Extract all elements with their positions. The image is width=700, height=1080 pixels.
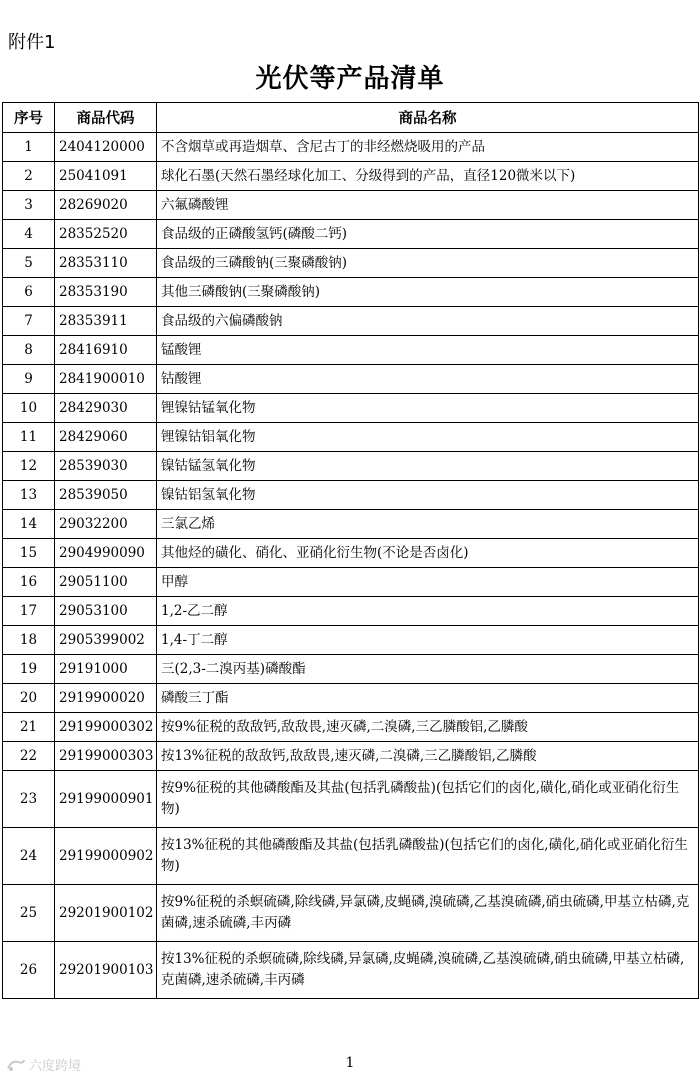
table-row [3,278,699,307]
table-row [3,713,699,742]
table-row [3,220,699,249]
cell-no: 18 [3,626,55,655]
cell-code: 29199000302 [55,713,157,742]
table-row [3,133,699,162]
watermark-logo-icon [6,1058,26,1072]
cell-code: 28352520 [55,220,157,249]
table-row [3,742,699,771]
table-row [3,307,699,336]
header-code: 商品代码 [55,103,157,133]
cell-no: 1 [3,133,55,162]
cell-name: 其他烃的磺化、硝化、亚硝化衍生物(不论是否卤化) [157,539,699,568]
table-row [3,539,699,568]
cell-code: 28429030 [55,394,157,423]
cell-code: 28539050 [55,481,157,510]
cell-name: 六氟磷酸锂 [157,191,699,220]
cell-no: 13 [3,481,55,510]
cell-name: 食品级的三磷酸钠(三聚磷酸钠) [157,249,699,278]
table-row [3,423,699,452]
cell-code: 2919900020 [55,684,157,713]
cell-name: 按13%征税的杀螟硫磷,除线磷,异氯磷,皮蝇磷,溴硫磷,乙基溴硫磷,硝虫硫磷,甲基立枯磷,克菌磷,速杀硫磷,丰丙磷 [157,942,699,999]
cell-name: 镍钴锰氢氧化物 [157,452,699,481]
table-header-row [3,103,699,133]
cell-code: 2905399002 [55,626,157,655]
cell-code: 2841900010 [55,365,157,394]
cell-name: 1,2-乙二醇 [157,597,699,626]
table-row [3,481,699,510]
watermark-text: 六度跨境 [29,1059,82,1074]
cell-name: 镍钴铝氢氧化物 [157,481,699,510]
cell-name: 磷酸三丁酯 [157,684,699,713]
cell-code: 2404120000 [55,133,157,162]
cell-no: 6 [3,278,55,307]
cell-name: 锰酸锂 [157,336,699,365]
table-row [3,394,699,423]
cell-no: 15 [3,539,55,568]
cell-name: 锂镍钴铝氧化物 [157,423,699,452]
header-name: 商品名称 [157,103,699,133]
cell-name: 按9%征税的杀螟硫磷,除线磷,异氯磷,皮蝇磷,溴硫磷,乙基溴硫磷,硝虫硫磷,甲基立枯磷,克菌磷,速杀硫磷,丰丙磷 [157,885,699,942]
table-body [3,133,699,999]
table-row [3,336,699,365]
cell-no: 9 [3,365,55,394]
cell-name: 食品级的正磷酸氢钙(磷酸二钙) [157,220,699,249]
cell-name: 食品级的六偏磷酸钠 [157,307,699,336]
table-row [3,191,699,220]
table-row [3,452,699,481]
cell-no: 12 [3,452,55,481]
cell-code: 2904990090 [55,539,157,568]
cell-code: 29199000901 [55,771,157,828]
cell-code: 29051100 [55,568,157,597]
table-row [3,684,699,713]
cell-no: 22 [3,742,55,771]
cell-name: 三氯乙烯 [157,510,699,539]
cell-no: 8 [3,336,55,365]
cell-code: 28539030 [55,452,157,481]
cell-code: 29199000303 [55,742,157,771]
cell-no: 14 [3,510,55,539]
cell-name: 三(2,3-二溴丙基)磷酸酯 [157,655,699,684]
cell-no: 2 [3,162,55,191]
table-row [3,365,699,394]
table-row [3,942,699,999]
table-row [3,510,699,539]
cell-no: 5 [3,249,55,278]
product-list-table [2,102,699,999]
cell-name: 不含烟草或再造烟草、含尼古丁的非经燃烧吸用的产品 [157,133,699,162]
table-row [3,626,699,655]
cell-name: 按9%征税的其他磷酸酯及其盐(包括乳磷酸盐)(包括它们的卤化,磺化,硝化或亚硝化衍生物) [157,771,699,828]
cell-name: 按9%征税的敌敌钙,敌敌畏,速灭磷,二溴磷,三乙膦酸铝,乙膦酸 [157,713,699,742]
cell-code: 28353110 [55,249,157,278]
cell-code: 28429060 [55,423,157,452]
table-row [3,568,699,597]
cell-name: 锂镍钴锰氧化物 [157,394,699,423]
document-title: 光伏等产品清单 [255,64,445,94]
cell-no: 21 [3,713,55,742]
table-row [3,771,699,828]
cell-name: 球化石墨(天然石墨经球化加工、分级得到的产品，直径120微米以下) [157,162,699,191]
cell-no: 7 [3,307,55,336]
cell-code: 25041091 [55,162,157,191]
cell-no: 11 [3,423,55,452]
cell-no: 20 [3,684,55,713]
cell-code: 29032200 [55,510,157,539]
table-row [3,828,699,885]
cell-code: 29199000902 [55,828,157,885]
cell-no: 3 [3,191,55,220]
cell-name: 按13%征税的其他磷酸酯及其盐(包括乳磷酸盐)(包括它们的卤化,磺化,硝化或亚硝化衍生物) [157,828,699,885]
cell-name: 甲醇 [157,568,699,597]
cell-code: 29201900102 [55,885,157,942]
cell-code: 28353911 [55,307,157,336]
table-row [3,885,699,942]
table-row [3,162,699,191]
cell-name: 其他三磷酸钠(三聚磷酸钠) [157,278,699,307]
cell-no: 26 [3,942,55,999]
cell-code: 29201900103 [55,942,157,999]
cell-code: 28269020 [55,191,157,220]
cell-no: 17 [3,597,55,626]
cell-name: 1,4-丁二醇 [157,626,699,655]
cell-no: 23 [3,771,55,828]
cell-no: 24 [3,828,55,885]
cell-no: 4 [3,220,55,249]
cell-no: 25 [3,885,55,942]
header-no: 序号 [3,103,55,133]
cell-name: 钴酸锂 [157,365,699,394]
cell-code: 29053100 [55,597,157,626]
attachment-label: 附件1 [8,32,56,53]
cell-code: 29191000 [55,655,157,684]
watermark [6,1055,81,1074]
cell-no: 10 [3,394,55,423]
cell-name: 按13%征税的敌敌钙,敌敌畏,速灭磷,二溴磷,三乙膦酸铝,乙膦酸 [157,742,699,771]
table-row [3,249,699,278]
cell-code: 28353190 [55,278,157,307]
page-number: 1 [345,1055,355,1071]
table-row [3,597,699,626]
table-row [3,655,699,684]
cell-no: 16 [3,568,55,597]
cell-no: 19 [3,655,55,684]
cell-code: 28416910 [55,336,157,365]
